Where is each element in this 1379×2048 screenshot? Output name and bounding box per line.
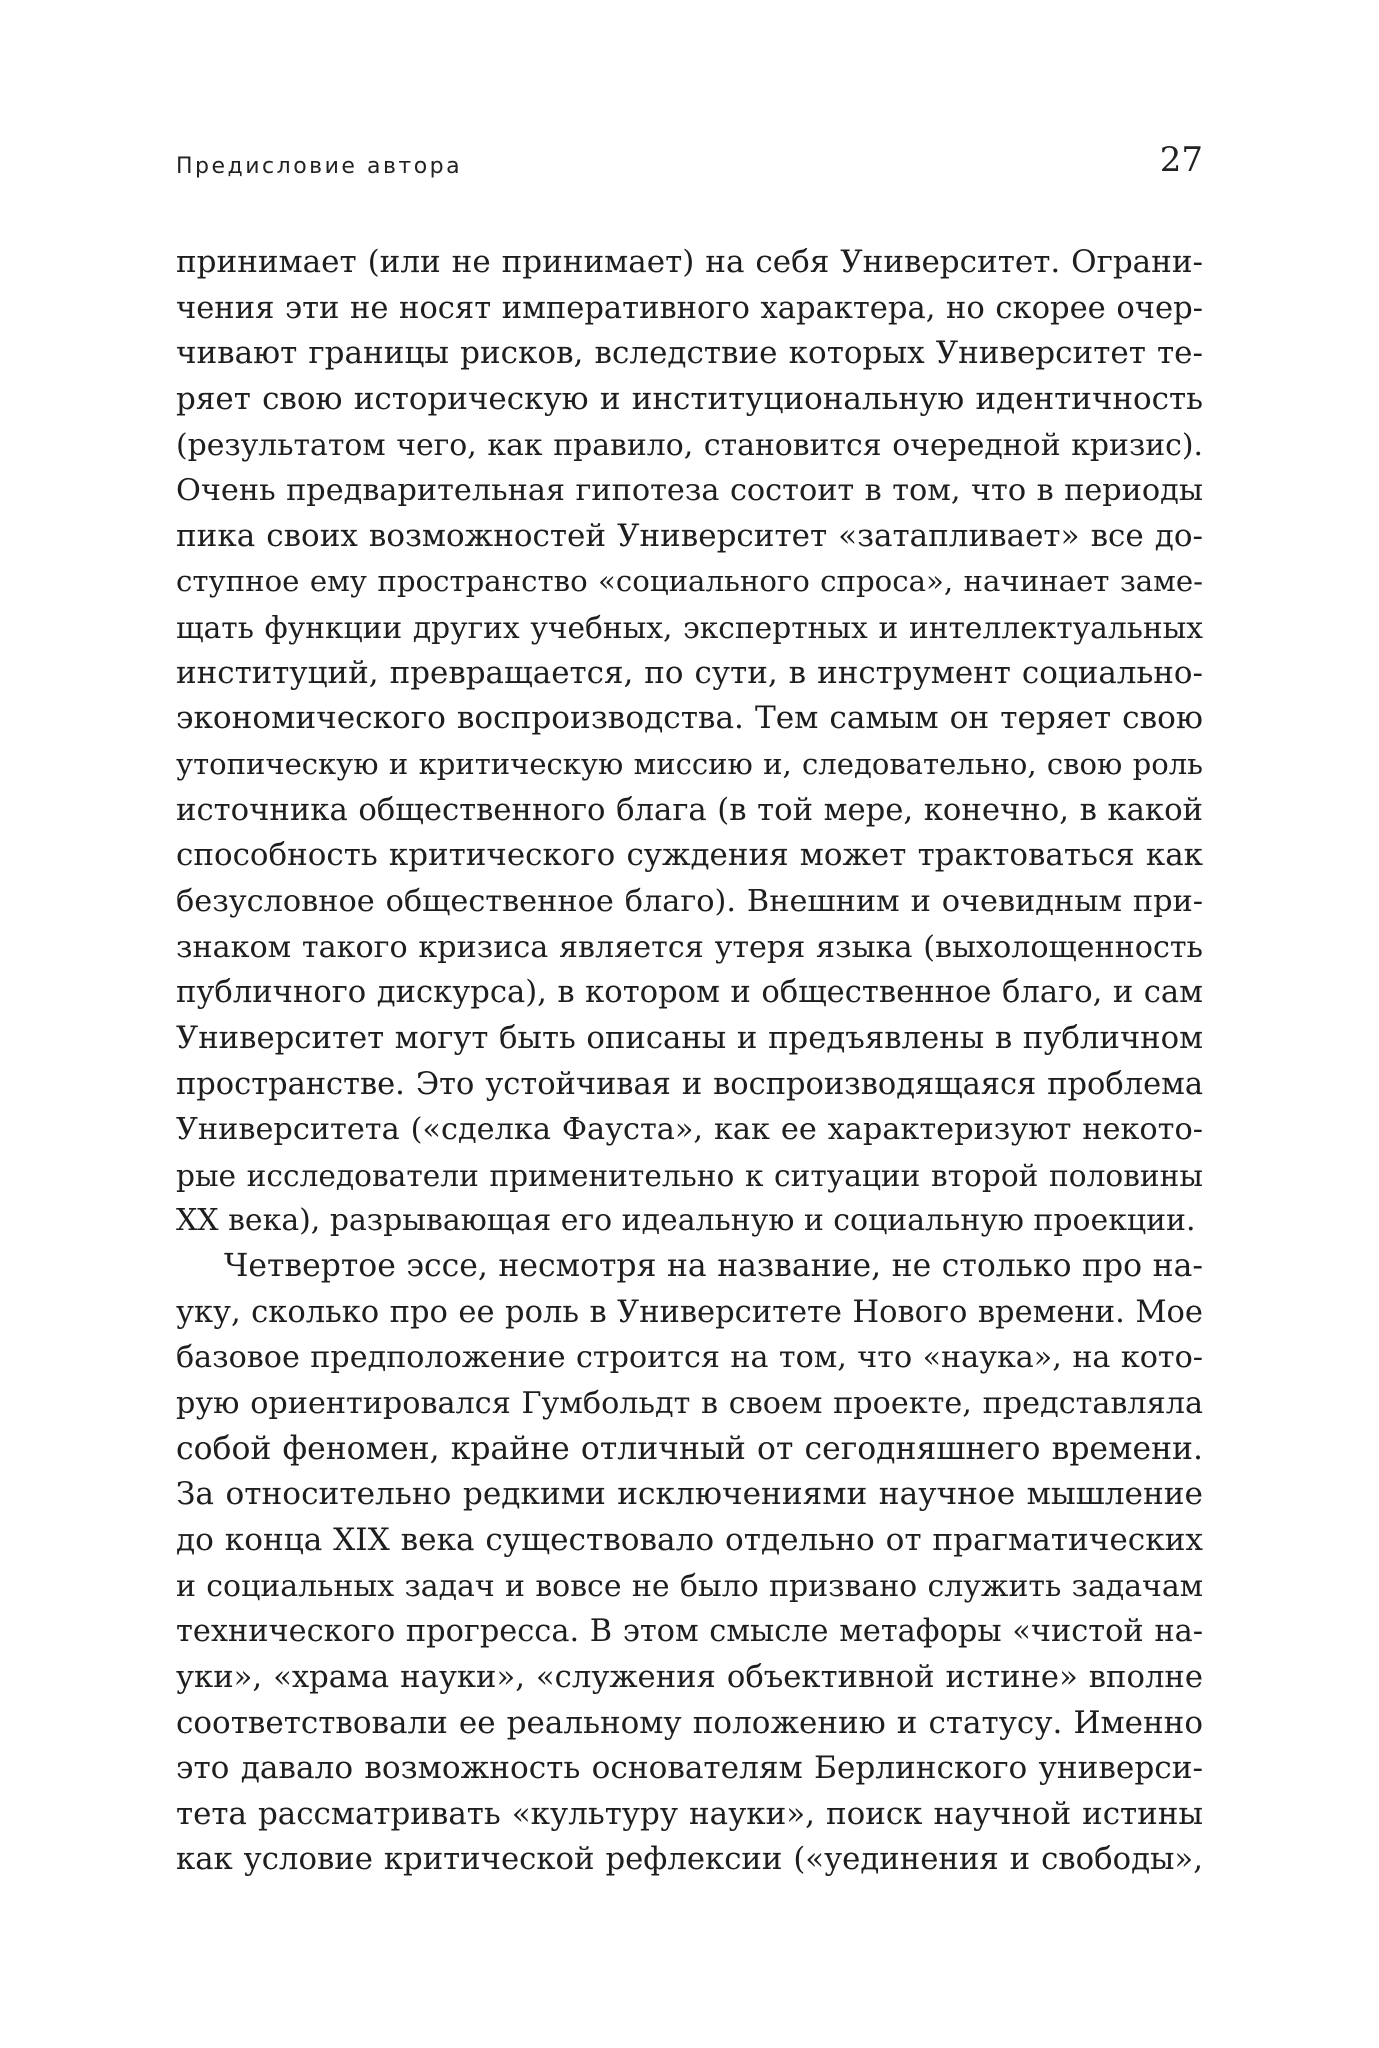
text-line: щать функции других учебных, экспертных и интеллектуальных (176, 610, 1203, 646)
text-line: собой феномен, крайне отличный от сегодняшнего времени. (176, 1430, 1203, 1467)
running-head (176, 140, 1203, 196)
text-line: Очень предварительная гипотеза состоит в том, что в периоды (176, 473, 1203, 509)
text-line: способность критического суждения может трактоваться как (176, 837, 1203, 874)
text-line: рые исследователи применительно к ситуации второй половины (176, 1157, 1203, 1193)
text-line: За относительно редкими исключениями научное мышление (176, 1476, 1203, 1513)
text-line: как условие критической рефлексии («уединения и свободы», (176, 1841, 1203, 1878)
paragraph (176, 1244, 1203, 1883)
text-line: соответствовали ее реальному положению и статусу. Именно (176, 1704, 1203, 1741)
text-line: (результатом чего, как правило, становится очередной кризис). (176, 427, 1203, 463)
text-line: утопическую и критическую миссию и, следовательно, свою роль (176, 747, 1203, 782)
text-line: ступное ему пространство «социального спроса», начинает заме- (176, 564, 1203, 599)
text-line: Университета («сделка Фауста», как ее характеризуют некото- (176, 1112, 1203, 1148)
text-line: чивают границы рисков, вследствие которых Университет те- (176, 335, 1203, 372)
text-line: рую ориентировался Гумбольдт в своем проекте, представляла (176, 1386, 1203, 1422)
text-line: Университет могут быть описаны и предъявлены в публичном (176, 1019, 1203, 1056)
text-line: чения эти не носят императивного характера, но скорее очер- (176, 290, 1203, 326)
text-line: Четвертое эссе, несмотря на название, не столько про на- (224, 1248, 1203, 1285)
text-line: уку, сколько про ее роль в Университете Нового времени. Мое (176, 1294, 1203, 1330)
text-line: пика своих возможностей Университет «затапливает» все до- (176, 517, 1203, 554)
text-line: публичного дискурса), в котором и общественное благо, и сам (176, 975, 1203, 1011)
chapter-title: Предисловие автора (176, 154, 463, 179)
text-line: и социальных задач и вовсе не было призвано служить задачам (176, 1568, 1203, 1604)
text-line: пространстве. Это устойчивая и воспроизводящаяся проблема (176, 1066, 1203, 1102)
text-line: ряет свою историческую и институциональную идентичность (176, 380, 1203, 417)
text-line: принимает (или не принимает) на себя Университет. Ограни- (176, 244, 1203, 280)
text-line: базовое предположение строится на том, что «наука», на кото- (176, 1340, 1203, 1376)
text-line: это давало возможность основателям Берлинского универси- (176, 1750, 1203, 1787)
text-line: источника общественного блага (в той мере, конечно, в какой (176, 792, 1203, 828)
text-line: безусловное общественное благо). Внешним и очевидным при- (176, 883, 1203, 919)
text-line: уки», «храма науки», «служения объективной истине» вполне (176, 1659, 1203, 1695)
text-line: технического прогресса. В этом смысле метафоры «чистой на- (176, 1614, 1203, 1650)
text-line: экономического воспроизводства. Тем самым он теряет свою (176, 700, 1203, 737)
body-text (176, 240, 1203, 1883)
text-line: институций, превращается, по сути, в инструмент социально- (176, 654, 1203, 691)
text-line: знаком такого кризиса является утеря языка (выхолощенность (176, 929, 1203, 965)
text-line: тета рассматривать «культуру науки», поиск научной истины (176, 1795, 1203, 1832)
paragraph (176, 240, 1203, 1244)
page-number: 27 (1159, 140, 1203, 180)
text-line: XX века), разрывающая его идеальную и социальную проекции. (176, 1203, 1196, 1239)
text-line: до конца XIX века существовало отдельно от прагматических (176, 1521, 1203, 1558)
